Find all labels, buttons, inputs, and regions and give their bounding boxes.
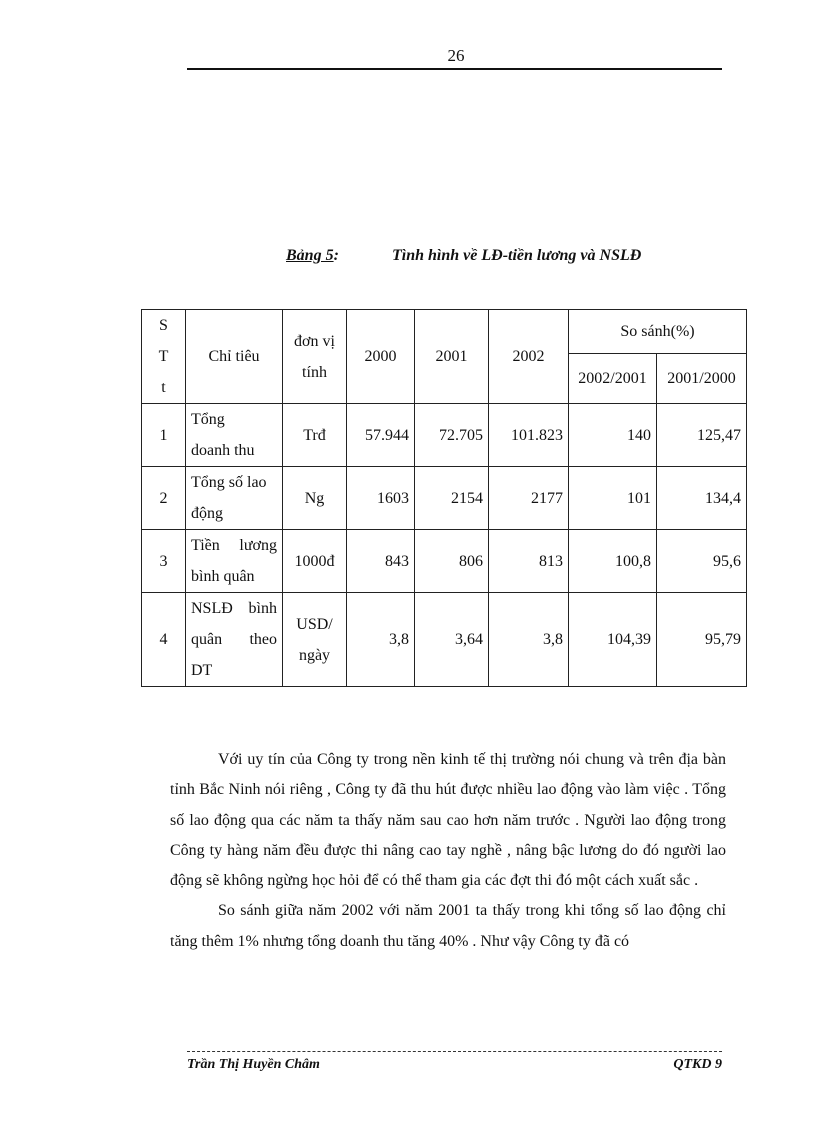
header-so-sanh: So sánh(%): [569, 310, 747, 354]
row-2002: 813: [489, 530, 569, 593]
header-don-vi: [283, 310, 347, 404]
row-2001: 72.705: [415, 404, 489, 467]
footer-rule: [187, 1051, 722, 1052]
row-stt: 1: [142, 404, 186, 467]
row-2000: 843: [347, 530, 415, 593]
row-chi-tieu: [186, 530, 283, 593]
row-2002: 3,8: [489, 593, 569, 687]
row-cmp2: 95,6: [657, 530, 747, 593]
row-don-vi: [283, 593, 347, 687]
chi-tieu-line: Tiền lương: [191, 537, 277, 554]
don-vi-line1: USD/: [296, 615, 333, 633]
don-vi-line1: đơn vị: [294, 332, 335, 350]
row-2000: 57.944: [347, 404, 415, 467]
row-cmp1: 101: [569, 467, 657, 530]
row-2000: 1603: [347, 467, 415, 530]
row-2002: 2177: [489, 467, 569, 530]
row-stt: 2: [142, 467, 186, 530]
page-number: 26: [447, 46, 465, 65]
paragraph-1: Với uy tín của Công ty trong nền kinh tế thị trường nói chung và trên địa bàn tỉnh Bắc Ninh nói riêng , Công ty đã thu hút được nhiều lao động vào làm việc . Tổng số lao động qua các năm ta thấy năm sau cao hơn năm trước . Người lao động trong Công ty hàng năm đều được thi nâng cao tay nghề , nâng bậc lương do đó người lao động sẽ không ngừng học hỏi để có thể tham gia các đợt thi đó một cách xuất sắc .: [170, 751, 726, 890]
row-cmp1: 104,39: [569, 593, 657, 687]
stt-letter-t2: t: [161, 379, 166, 396]
table-caption-label: [286, 247, 339, 265]
stt-letter-t: T: [158, 348, 169, 365]
table-caption-title: Tình hình về LĐ-tiền lương và NSLĐ: [392, 247, 642, 264]
row-chi-tieu: [186, 467, 283, 530]
row-chi-tieu: [186, 404, 283, 467]
row-2000: 3,8: [347, 593, 415, 687]
don-vi-line2: tính: [302, 363, 327, 381]
chi-tieu-line: Tổng số lao: [191, 474, 267, 491]
row-stt: 3: [142, 530, 186, 593]
chi-tieu-line: bình quân: [191, 568, 255, 585]
table-row: [142, 467, 747, 530]
chi-tieu-line: Tổng: [191, 411, 225, 428]
row-chi-tieu: [186, 593, 283, 687]
caption-label-text: Bảng 5: [286, 247, 334, 264]
header-stt: [142, 310, 186, 404]
row-2001: 2154: [415, 467, 489, 530]
chi-tieu-line: quân theo: [191, 631, 277, 648]
caption-colon: :: [333, 247, 339, 264]
row-stt: 4: [142, 593, 186, 687]
chi-tieu-line: doanh thu: [191, 442, 255, 459]
table-row: [142, 530, 747, 593]
row-2002: 101.823: [489, 404, 569, 467]
header-rule: [187, 68, 722, 70]
body-text: [170, 745, 726, 957]
stt-letter-s: S: [159, 317, 168, 334]
row-don-vi: 1000đ: [283, 530, 347, 593]
chi-tieu-line: NSLĐ bình: [191, 600, 277, 617]
row-cmp2: 125,47: [657, 404, 747, 467]
footer-class: QTKD 9: [673, 1057, 722, 1072]
row-don-vi: Ng: [283, 467, 347, 530]
don-vi-line2: ngày: [298, 646, 331, 664]
row-don-vi: Trđ: [283, 404, 347, 467]
paragraph-2: So sánh giữa năm 2002 với năm 2001 ta thấy trong khi tổng số lao động chỉ tăng thêm 1% nhưng tổng doanh thu tăng 40% . Như vậy Công ty đã có: [170, 902, 726, 950]
labor-wage-table: [141, 309, 747, 687]
header-2002-2001: 2002/2001: [569, 354, 657, 404]
row-2001: 806: [415, 530, 489, 593]
header-2001: 2001: [415, 310, 489, 404]
header-2000: 2000: [347, 310, 415, 404]
header-2001-2000: 2001/2000: [657, 354, 747, 404]
header-chi-tieu: Chỉ tiêu: [186, 310, 283, 404]
row-cmp1: 140: [569, 404, 657, 467]
footer-author: Trần Thị Huyền Châm: [187, 1057, 320, 1072]
chi-tieu-line: động: [191, 505, 223, 522]
table-row: [142, 404, 747, 467]
row-cmp2: 95,79: [657, 593, 747, 687]
row-cmp1: 100,8: [569, 530, 657, 593]
table-row: [142, 593, 747, 687]
row-cmp2: 134,4: [657, 467, 747, 530]
chi-tieu-line: DT: [191, 662, 213, 679]
header-2002: 2002: [489, 310, 569, 404]
row-2001: 3,64: [415, 593, 489, 687]
